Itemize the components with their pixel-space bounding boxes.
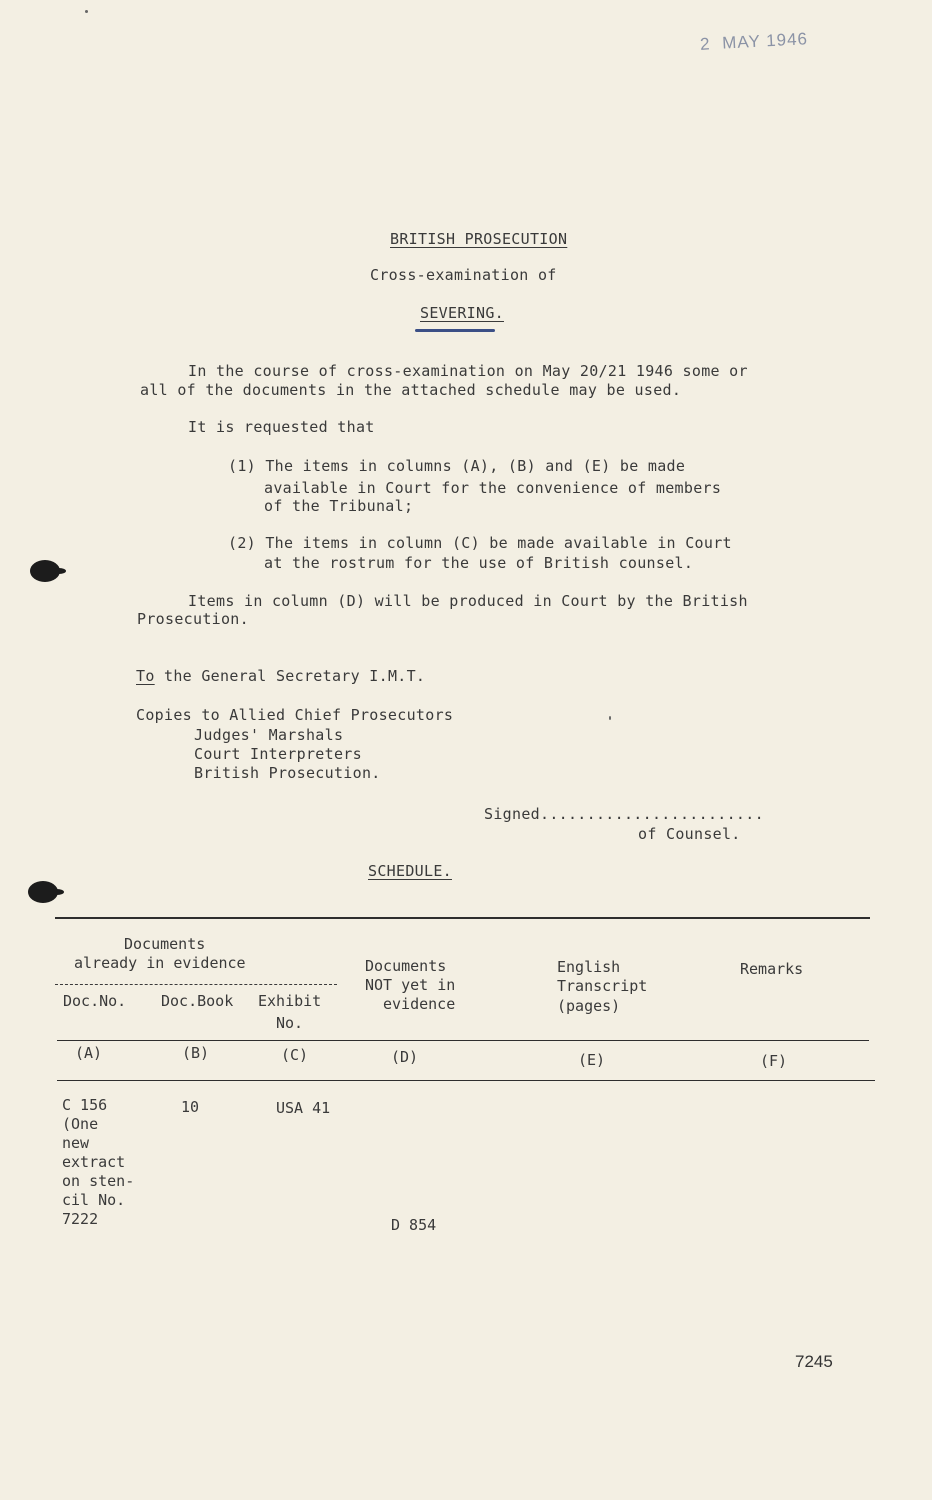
document-subtitle: Cross-examination of: [370, 266, 557, 284]
schedule-title: SCHEDULE.: [368, 862, 452, 880]
stamp-month-year: MAY 1946: [721, 29, 809, 53]
cell-doc-no-line: C 156: [62, 1096, 108, 1114]
cell-doc-no-line: extract: [62, 1153, 126, 1171]
addressee-to: To: [136, 667, 155, 685]
item-2-line-1: (2) The items in column (C) be made available in Court: [228, 534, 732, 552]
paper-speck: [85, 10, 88, 13]
table-top-rule: [55, 917, 870, 919]
header-transcript-line-3: (pages): [557, 997, 621, 1015]
header-not-in-evidence-line-2: NOT yet in: [365, 976, 456, 994]
addressee: [136, 667, 425, 685]
request-intro: It is requested that: [188, 418, 375, 436]
item-2-line-2: at the rostrum for the use of British counsel.: [264, 554, 694, 572]
column-letter-c: (C): [281, 1046, 309, 1064]
paper-speck: [609, 716, 611, 720]
table-row: [62, 1096, 134, 1229]
cell-not-in-evidence: D 854: [391, 1216, 437, 1234]
header-bottom-rule: [57, 1040, 869, 1041]
paragraph-3-line-2: Prosecution.: [137, 610, 249, 628]
header-exhibit-line-1: Exhibit: [258, 992, 322, 1010]
ink-underline: [415, 329, 495, 332]
punch-hole: [28, 881, 58, 903]
copies-label: Copies to Allied Chief Prosecutors: [136, 706, 454, 724]
signature-line: Signed........................: [484, 805, 764, 823]
letters-bottom-rule: [57, 1080, 875, 1081]
header-doc-no: Doc.No.: [63, 992, 127, 1010]
column-letter-e: (E): [578, 1051, 606, 1069]
cell-exhibit-no: USA 41: [276, 1099, 331, 1117]
column-letter-f: (F): [760, 1052, 788, 1070]
column-letter-b: (B): [182, 1044, 210, 1062]
cell-doc-book: 10: [181, 1098, 200, 1116]
witness-name: SEVERING.: [420, 304, 504, 322]
column-letter-d: (D): [391, 1048, 419, 1066]
cell-doc-no-line: cil No.: [62, 1191, 126, 1209]
copies-recipient: Court Interpreters: [194, 745, 362, 763]
document-title: BRITISH PROSECUTION: [390, 230, 568, 248]
copies-recipient: Judges' Marshals: [194, 726, 344, 744]
header-doc-book: Doc.Book: [161, 992, 234, 1010]
item-1-line-3: of the Tribunal;: [264, 497, 414, 515]
paragraph-1-line-2: all of the documents in the attached schedule may be used.: [140, 381, 682, 399]
header-remarks: Remarks: [740, 960, 804, 978]
cell-doc-no-line: new: [62, 1134, 90, 1152]
group-header-line-2: already in evidence: [74, 954, 246, 972]
copies-recipient: British Prosecution.: [194, 764, 381, 782]
group-header-rule: [55, 984, 337, 985]
column-letter-a: (A): [75, 1044, 103, 1062]
punch-hole: [30, 560, 60, 582]
header-not-in-evidence-line-1: Documents: [365, 957, 447, 975]
header-exhibit-line-2: No.: [276, 1014, 304, 1032]
page-number: 7245: [795, 1352, 833, 1371]
cell-doc-no-line: 7222: [62, 1210, 99, 1228]
header-transcript-line-1: English: [557, 958, 621, 976]
header-not-in-evidence-line-3: evidence: [383, 995, 456, 1013]
signature-role: of Counsel.: [638, 825, 741, 843]
date-stamp: [700, 29, 809, 55]
paragraph-3-line-1: Items in column (D) will be produced in Court by the British: [188, 592, 748, 610]
paragraph-1-line-1: In the course of cross-examination on May 20/21 1946 some or: [188, 362, 748, 380]
item-1-line-1: (1) The items in columns (A), (B) and (E) be made: [228, 457, 686, 475]
header-transcript-line-2: Transcript: [557, 977, 648, 995]
addressee-name: the General Secretary I.M.T.: [154, 667, 426, 685]
cell-doc-no-line: (One: [62, 1115, 99, 1133]
item-1-line-2: available in Court for the convenience of members: [264, 479, 722, 497]
stamp-day: 2: [699, 34, 711, 54]
group-header-line-1: Documents: [124, 935, 206, 953]
cell-doc-no-line: on sten-: [62, 1172, 135, 1190]
